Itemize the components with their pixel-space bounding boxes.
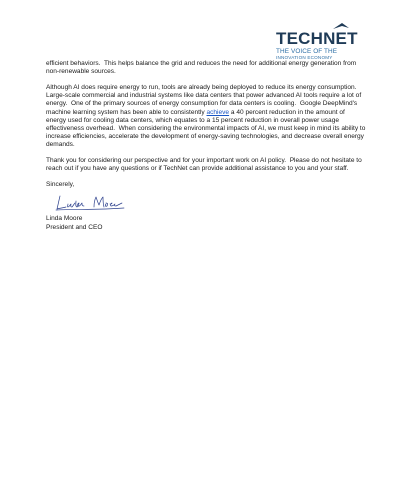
signer-name: Linda Moore [46,215,83,223]
logo-wordmark [276,30,358,47]
paragraph-text: a 40 percent reduction in the amount of energy used for cooling data centers, which equates to a 15 percent reduction in overall power usage effectiveness overhead. When considering the environmental impacts of AI, we must keep in mind its ability to increase efficiencies, accelerate the development of energy-saving technologies, and decrease overall energy demands. [46,108,368,149]
letter-body [46,60,366,232]
paragraph-energy-efficiency [46,60,366,76]
logo-word-net: NET [323,29,358,48]
handwritten-signature [54,193,128,213]
technet-logo [276,22,386,58]
paragraph-text: Although AI does require energy to run, tools are already being deployed to reduce its energy consumption. Large-scale commercial and industrial systems like data centers that power advanced AI tools require a lot of energy. One of the primary sources of energy consumption for data centers is cooling. Google DeepMind's machine learning system has been able to consistently [46,84,363,116]
closing-salutation: Sincerely, [46,181,75,189]
logo-word-tech: TECH [276,29,324,48]
paragraph-text: Thank you for considering our perspective and for your important work on AI policy. Please do not hesitate to reach out if you have any questions or if TechNet can provide additional assistance to you and your staff. [46,157,364,173]
signer-title: President and CEO [46,223,103,231]
paragraph-text: efficient behaviors. This helps balance the grid and reduces the need for additional energy generation from non-renewable sources. [46,60,359,76]
achieve-link[interactable]: achieve [206,108,230,116]
logo-tagline: THE VOICE OF THE [276,48,338,55]
paragraph-ai-energy [46,84,366,150]
paragraph-thank-you [46,157,366,173]
logo-tagline-sub: INNOVATION ECONOMY [276,55,333,60]
